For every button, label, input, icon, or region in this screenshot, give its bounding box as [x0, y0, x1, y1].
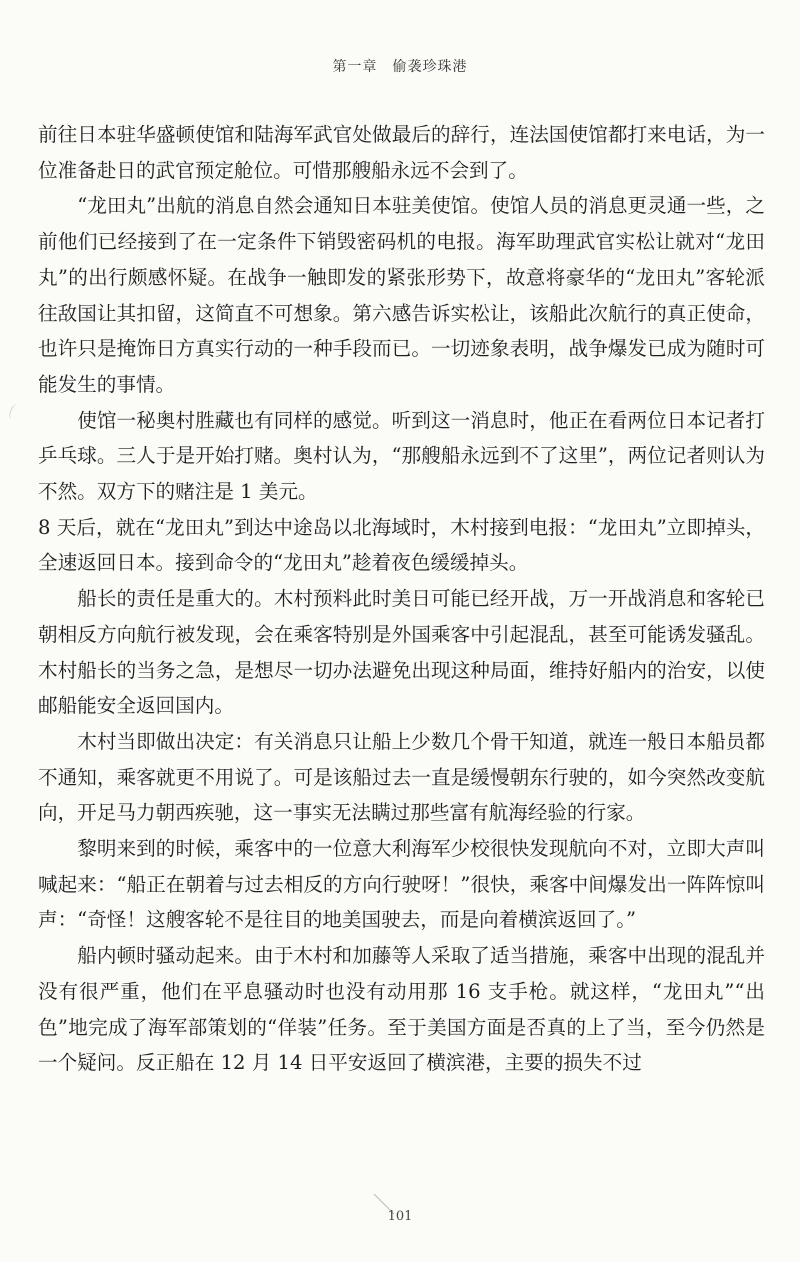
paragraph-5: 船长的责任是重大的。木村预料此时美日可能已经开战，万一开战消息和客轮已朝相反方向航行被发现，会在乘客特别是外国乘客中引起混乱，甚至可能诱发骚乱。木村船长的当务之急，是想尽一切办法避免出现这种局面，维持好船内的治安，以使邮船能安全返回国内。 [38, 587, 765, 718]
scan-artifact [8, 403, 22, 421]
paragraph-7: 黎明来到的时候，乘客中的一位意大利海军少校很快发现航向不对，立即大声叫喊起来：“船正在朝着与过去相反的方向行驶呀！”很快，乘客中间爆发出一阵阵惊叫声：“奇怪！这艘客轮不是往目的地美国驶去，而是向着横滨返回了。” [38, 837, 765, 932]
body-text [38, 117, 765, 1081]
paragraph-8: 船内顿时骚动起来。由于木村和加藤等人采取了适当措施，乘客中出现的混乱并没有很严重，他们在平息骚动时也没有动用那 16 支手枪。就这样，“龙田丸”“出色”地完成了海军部策划的“佯装”任务。至于美国方面是否真的上了当，至今仍然是一个疑问。反正船在 12 月 14 日平安返回了横滨港，主要的损失不过 [38, 944, 765, 1075]
paragraph-4: 8 天后，就在“龙田丸”到达中途岛以北海域时，木村接到电报：“龙田丸”立即掉头，全速返回日本。接到命令的“龙田丸”趁着夜色缓缓掉头。 [38, 515, 765, 575]
paragraph-3: 使馆一秘奥村胜藏也有同样的感觉。听到这一消息时，他正在看两位日本记者打乒乓球。三人于是开始打赌。奥村认为，“那艘船永远到不了这里”，两位记者则认为不然。双方下的赌注是 1 美元。 [38, 408, 765, 504]
paragraph-1: 前往日本驻华盛顿使馆和陆海军武官处做最后的辞行，连法国使馆都打来电话，为一位准备赴日的武官预定舱位。可惜那艘船永远不会到了。 [38, 123, 765, 182]
running-header: 第一章 偷袭珍珠港 [332, 59, 468, 75]
paragraph-6: 木村当即做出决定：有关消息只让船上少数几个骨干知道，就连一般日本船员都不通知，乘客就更不用说了。可是该船过去一直是缓慢朝东行驶的，如今突然改变航向，开足马力朝西疾驰，这一事实无法瞒过那些富有航海经验的行家。 [38, 729, 765, 825]
page-number: 101 [387, 1209, 413, 1224]
paragraph-2: “龙田丸”出航的消息自然会通知日本驻美使馆。使馆人员的消息更灵通一些，之前他们已经接到了在一定条件下销毁密码机的电报。海军助理武官实松让就对“龙田丸”的出行颇感怀疑。在战争一触即发的紧张形势下，故意将豪华的“龙田丸”客轮派往敌国让其扣留，这简直不可想象。第六感告诉实松让，该船此次航行的真正使命，也许只是掩饰日方真实行动的一种手段而已。一切迹象表明，战争爆发已成为随时可能发生的事情。 [38, 194, 765, 396]
